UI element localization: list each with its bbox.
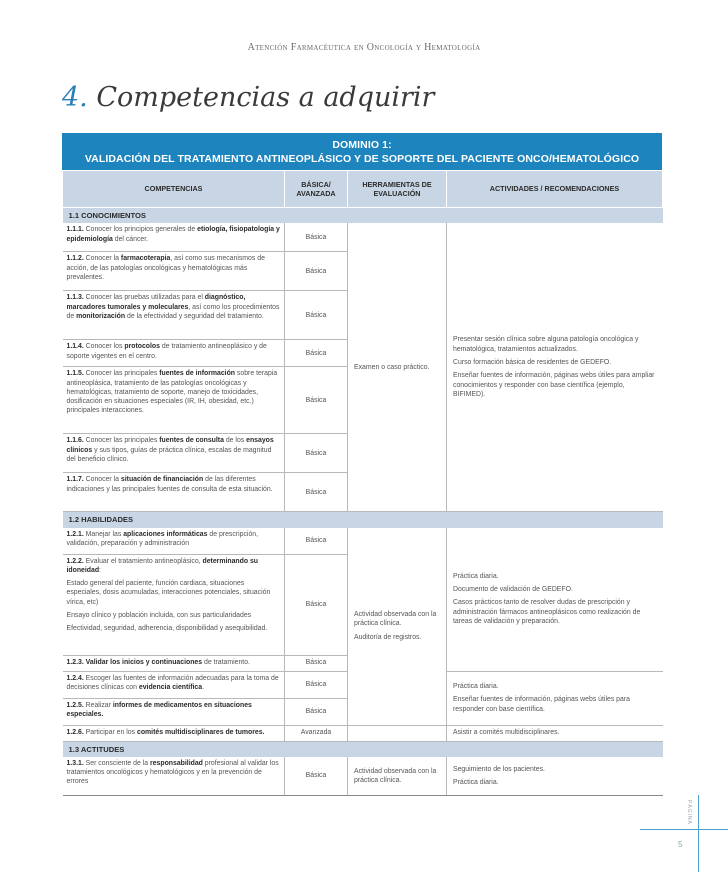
- section-title: 1.2 HABILIDADES: [63, 512, 663, 528]
- level-cell: Básica: [285, 473, 348, 512]
- competency-cell: 1.3.1. Ser consciente de la responsabilidad profesional al validar los tratamientos oncológicos y hematológicos y en la prevención de errores: [63, 757, 285, 796]
- evaluation-tool-cell: [348, 528, 447, 726]
- activity-item: Documento de validación de GEDEFO.: [453, 586, 573, 594]
- competency-cell: 1.1.4. Conocer los protocolos de tratamiento antineoplásico y de soporte vigentes en el centro.: [63, 340, 285, 367]
- activity-item: Enseñar fuentes de información, páginas webs útiles para ampliar conocimientos y responder con base científica (ejemplo, BIFIMED).: [453, 372, 655, 398]
- table-row: [63, 757, 663, 796]
- evaluation-tool-cell: Examen o caso práctico.: [348, 223, 447, 512]
- competency-cell: 1.1.1. Conocer los principios generales de etiología, fisiopatología y epidemiología del cáncer.: [63, 223, 285, 252]
- activity-item: Casos prácticos tanto de resolver dudas de prescripción y administración fármacos antineoplásicos como realización de tareas de validación y preparación.: [453, 599, 641, 626]
- evaluation-tool-cell: [348, 725, 447, 741]
- table-row: [63, 725, 663, 741]
- activities-cell: [447, 528, 663, 672]
- activity-item: Presentar sesión clínica sobre alguna patología oncológica y hematológica, tratamientos actualizados.: [453, 336, 639, 353]
- chapter-number: 4.: [62, 82, 88, 113]
- competency-cell: 1.2.3. Validar los inicios y continuaciones de tratamiento.: [63, 655, 285, 671]
- level-cell: Básica: [285, 252, 348, 291]
- level-cell: Básica: [285, 340, 348, 367]
- competency-cell: 1.2.6. Participar en los comités multidisciplinares de tumores.: [63, 725, 285, 741]
- activity-item: Enseñar fuentes de información, páginas webs útiles para responder con base científica.: [453, 696, 630, 713]
- activity-item: Práctica diaria.: [453, 572, 499, 580]
- evaluation-tool-item: Actividad observada con la práctica clínica.: [354, 611, 437, 628]
- competency-cell: 1.1.5. Conocer las principales fuentes de información sobre terapia antineoplásica, tratamiento de las patologías oncológicas y hematológicas, tratamiento de soporte, manejo de toxicidades, dosificación en situaciones especiales (IR, IH, obesidad, etc.) principales interacciones.: [63, 367, 285, 434]
- chapter-title: Competencias a adquirir: [96, 82, 435, 113]
- level-cell: Básica: [285, 655, 348, 671]
- page-label: PÁGINA: [686, 800, 692, 825]
- competency-cell: 1.2.5. Realizar informes de medicamentos en situaciones especiales.: [63, 698, 285, 725]
- competency-cell: 1.1.3. Conocer las pruebas utilizadas para el diagnóstico, marcadores tumorales y moleculares, así como los procedimientos de monitorización de la efectividad y seguridad del tratamiento.: [63, 291, 285, 340]
- activity-item: Curso formación básica de residentes de GEDEFO.: [453, 359, 612, 366]
- level-cell: Básica: [285, 291, 348, 340]
- competency-cell: 1.2.1. Manejar las aplicaciones informáticas de prescripción, validación, preparación y administración: [63, 528, 285, 555]
- col-competencias: COMPETENCIAS: [63, 171, 285, 208]
- level-cell: Básica: [285, 698, 348, 725]
- level-cell: Básica: [285, 223, 348, 252]
- competency-cell: 1.2.4. Escoger las fuentes de información adecuadas para la toma de decisiones clínicas con evidencia científica.: [63, 671, 285, 698]
- domain-number: DOMINIO 1:: [332, 139, 392, 151]
- level-cell: Básica: [285, 757, 348, 796]
- level-cell: Avanzada: [285, 725, 348, 741]
- section-row-conocimientos: [63, 208, 663, 224]
- column-header-row: [63, 171, 663, 208]
- col-herramientas: HERRAMIENTAS DE EVALUACIÓN: [348, 171, 447, 208]
- col-actividades: ACTIVIDADES / RECOMENDACIONES: [447, 171, 663, 208]
- competencies-table: [62, 133, 662, 796]
- domain-title: VALIDACIÓN DEL TRATAMIENTO ANTINEOPLÁSICO Y DE SOPORTE DEL PACIENTE ONCO/HEMATOLÓGICO: [84, 153, 640, 165]
- competency-cell: 1.2.2. Evaluar el tratamiento antineoplásico, determinando su idoneidad: Estado general del paciente, función cardiaca, situaciones especiales, dosis acumuladas, interacciones potenciales, situación vírica, etc) Ensayo clínico y población incluida, con sus particularidades Efectividad, seguridad, adherencia, disponibilidad y asequibilidad.: [63, 554, 285, 655]
- footer-horizontal-rule: [640, 829, 728, 830]
- level-cell: Básica: [285, 434, 348, 473]
- activities-cell: [447, 223, 663, 512]
- activity-item: Práctica diaria.: [453, 683, 499, 691]
- level-cell: Básica: [285, 671, 348, 698]
- table-row: [63, 528, 663, 555]
- activity-item: Seguimiento de los pacientes.: [453, 765, 545, 773]
- section-row-habilidades: [63, 512, 663, 528]
- running-header: Atención Farmacéutica en Oncología y Hematología: [247, 42, 481, 53]
- activities-cell: [447, 671, 663, 725]
- activities-cell: [447, 757, 663, 796]
- competency-cell: 1.1.7. Conocer la situación de financiación de las diferentes indicaciones y las principales fuentes de consulta de esta situación.: [63, 473, 285, 512]
- activity-item: Práctica diaria.: [453, 778, 499, 786]
- level-cell: Básica: [285, 554, 348, 655]
- section-title: 1.3 ACTITUDES: [63, 741, 663, 757]
- activities-cell: Asistir a comités multidisciplinares.: [447, 725, 663, 741]
- section-row-actitudes: [63, 741, 663, 757]
- table-row: [63, 223, 663, 252]
- page-number: 5: [678, 840, 683, 849]
- evaluation-tool-item: Auditoría de registros.: [354, 633, 422, 641]
- section-title: 1.1 CONOCIMIENTOS: [63, 208, 663, 224]
- chapter-heading: [62, 82, 434, 113]
- domain-header: [62, 133, 662, 170]
- level-cell: Básica: [285, 528, 348, 555]
- evaluation-tool-cell: Actividad observada con la práctica clínica.: [348, 757, 447, 796]
- col-nivel: BÁSICA/ AVANZADA: [285, 171, 348, 208]
- competency-cell: 1.1.6. Conocer las principales fuentes de consulta de los ensayos clínicos y sus tipos, guías de práctica clínica, escalas de magnitud del beneficio clínico.: [63, 434, 285, 473]
- competency-cell: 1.1.2. Conocer la farmacoterapia, así como sus mecanismos de acción, de las patologías oncológicas y hematológicas más prevalentes.: [63, 252, 285, 291]
- footer-vertical-rule: [698, 795, 699, 872]
- level-cell: Básica: [285, 367, 348, 434]
